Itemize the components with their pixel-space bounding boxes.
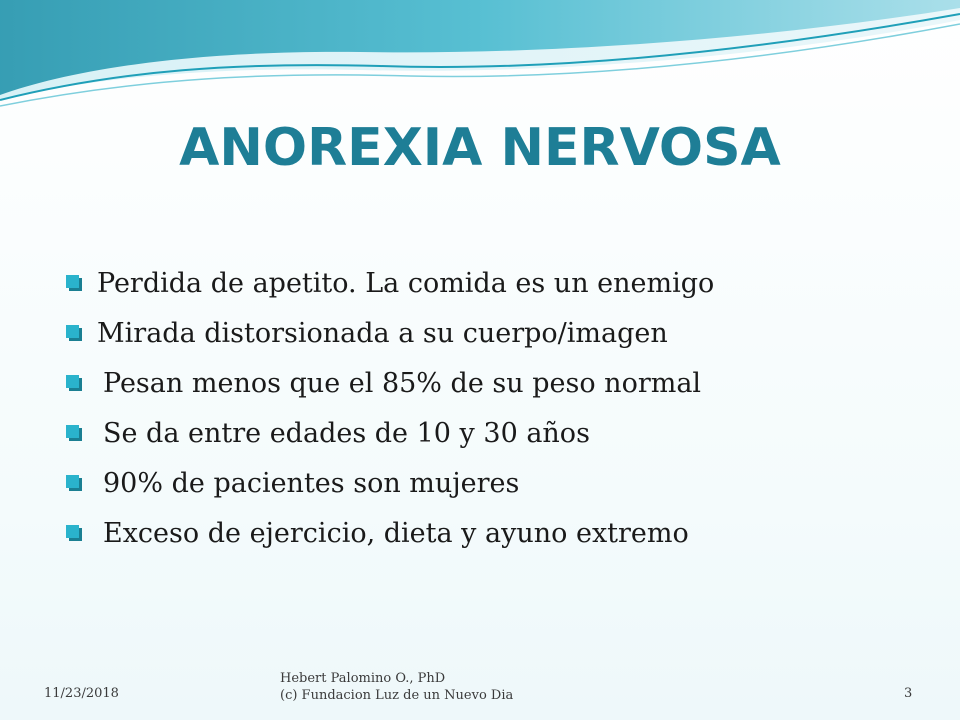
footer-author-line1: Hebert Palomino O., PhD: [280, 671, 446, 686]
list-item: [66, 458, 714, 508]
slide-title: ANOREXIA NERVOSA: [179, 118, 781, 178]
square-bullet-icon: [66, 275, 83, 292]
footer-date: 11/23/2018: [44, 686, 119, 701]
header-wave-decoration: [0, 0, 960, 120]
bullet-list: [66, 258, 714, 558]
square-bullet-icon: [66, 475, 83, 492]
square-bullet-icon: [66, 325, 83, 342]
list-item: [66, 358, 714, 408]
square-bullet-icon: [66, 425, 83, 442]
page-number: 3: [904, 686, 913, 701]
list-item: [66, 408, 714, 458]
bullet-text: Perdida de apetito. La comida es un enemigo: [97, 267, 715, 299]
bullet-text: Mirada distorsionada a su cuerpo/imagen: [97, 317, 668, 349]
bullet-text: Pesan menos que el 85% de su peso normal: [103, 367, 702, 399]
square-bullet-icon: [66, 375, 83, 392]
list-item: [66, 308, 714, 358]
bullet-text: 90% de pacientes son mujeres: [103, 467, 520, 499]
bullet-text: Se da entre edades de 10 y 30 años: [103, 417, 590, 449]
footer-author-line2: (c) Fundacion Luz de un Nuevo Dia: [280, 688, 514, 703]
square-bullet-icon: [66, 525, 83, 542]
list-item: [66, 508, 714, 558]
list-item: [66, 258, 714, 308]
footer-author: [280, 670, 513, 704]
bullet-text: Exceso de ejercicio, dieta y ayuno extremo: [103, 517, 689, 549]
